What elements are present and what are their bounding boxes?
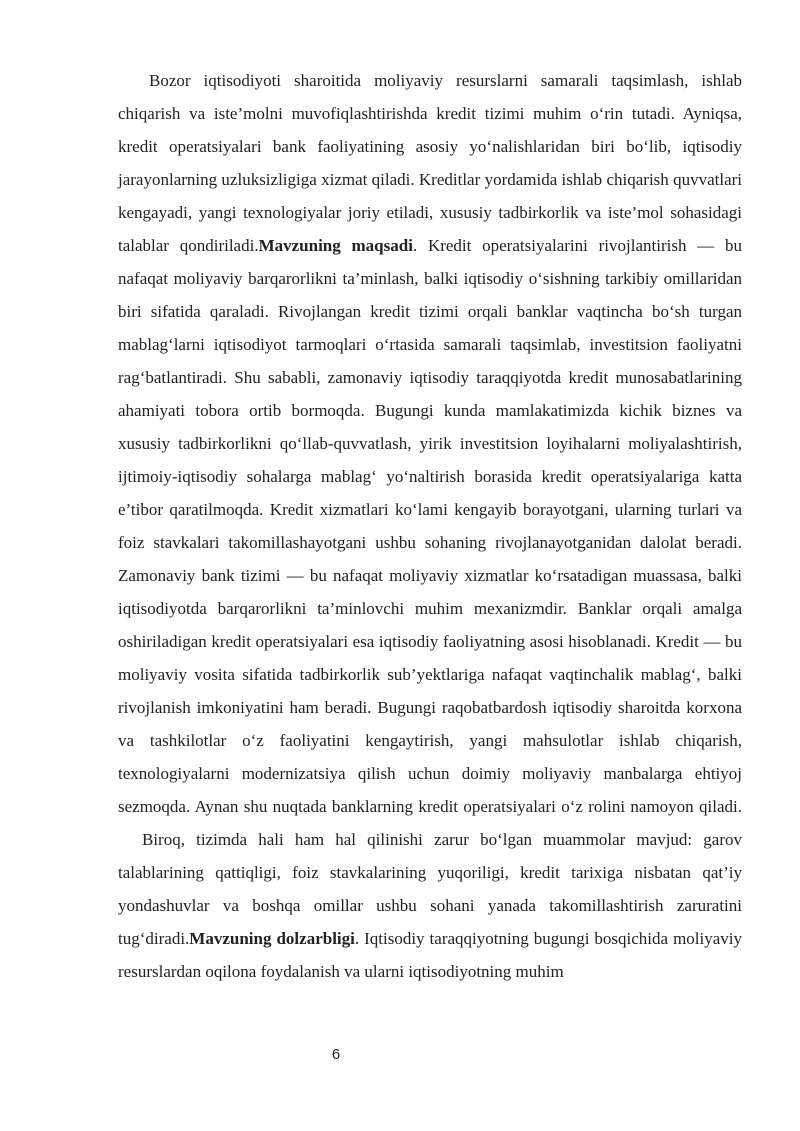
page-number: 6 bbox=[331, 1046, 341, 1063]
paragraph-text-part-3: Biroq, tizimda hali ham hal qilinishi zarur bo‘lgan muammolar mavjud: garov talablarining qattiqligi, foiz stavkalarining yuqoriligi, kredit tarixiga nisbatan qat’iy yondashuvlar va boshqa omillar ushbu sohani yanada takomillashtirish zaruratini tug‘diradi. bbox=[118, 830, 742, 948]
body-paragraph bbox=[118, 64, 742, 988]
paragraph-text-part-4: . Iqtisodiy taraqqiyotning bugungi bosqichida moliyaviy resurslardan oqilona foydalanish va ularni iqtisodiyotning muhim bbox=[118, 929, 743, 981]
paragraph-text-part-1: Bozor iqtisodiyoti sharoitida moliyaviy resurslarni samarali taqsimlash, ishlab chiqarish va iste’molni muvofiqlashtirishda kredit tizimi muhim o‘rin tutadi. Ayniqsa, kredit operatsiyalari bank faoliyatining asosiy yo‘nalishlaridan biri bo‘lib, iqtisodiy jarayonlarning uzluksizligiga xizmat qiladi. Kreditlar yordamida ishlab chiqarish quvvatlari kengayadi, yangi texnologiyalar joriy etiladi, xususiy tadbirkorlik va iste’mol sohasidagi talablar qondiriladi. bbox=[118, 71, 742, 255]
paragraph-text-part-2: . Kredit operatsiyalarini rivojlantirish — bu nafaqat moliyaviy barqarorlikni ta’minlash, balki iqtisodiy o‘sishning tarkibiy omillaridan biri sifatida qaraladi. Rivojlangan kredit tizimi orqali banklar vaqtincha bo‘sh turgan mablag‘larni iqtisodiyot tarmoqlari o‘rtasida samarali taqsimlab, investitsion faoliyatni rag‘batlantiradi. Shu sababli, zamonaviy iqtisodiy taraqqiyotda kredit munosabatlarining ahamiyati tobora ortib bormoqda. Bugungi kunda mamlakatimizda kichik biznes va xususiy tadbirkorlikni qo‘llab-quvvatlash, yirik investitsion loyihalarni moliyalashtirish, ijtimoiy-iqtisodiy sohalarga mablag‘ yo‘naltirish borasida kredit operatsiyalariga katta e’tibor qaratilmoqda. Kredit xizmatlari ko‘lami kengayib borayotgani, ularning turlari va foiz stavkalari takomillashayotgani ushbu sohaning rivojlanayotganidan dalolat beradi. Zamonaviy bank tizimi — bu nafaqat moliyaviy xizmatlar ko‘rsatadigan muassasa, balki iqtisodiyotda barqarorlikni ta’minlovchi muhim mexanizmdir. Banklar orqali amalga oshiriladigan kredit operatsiyalari esa iqtisodiy faoliyatning asosi hisoblanadi. Kredit — bu moliyaviy vosita sifatida tadbirkorlik sub’yektlariga nafaqat vaqtinchalik mablag‘, balki rivojlanish imkoniyatini ham beradi. Bugungi raqobatbardosh iqtisodiy sharoitda korxona va tashkilotlar o‘z faoliyatini kengaytirish, yangi mahsulotlar ishlab chiqarish, texnologiyalarni modernizatsiya qilish uchun doimiy moliyaviy manbalarga ehtiyoj sezmoqda. Aynan shu nuqtada banklarning kredit operatsiyalari o‘z rolini namoyon qiladi. bbox=[118, 236, 742, 816]
heading-relevance: Mavzuning dolzarbligi bbox=[189, 929, 355, 948]
heading-purpose: Mavzuning maqsadi bbox=[258, 236, 413, 255]
